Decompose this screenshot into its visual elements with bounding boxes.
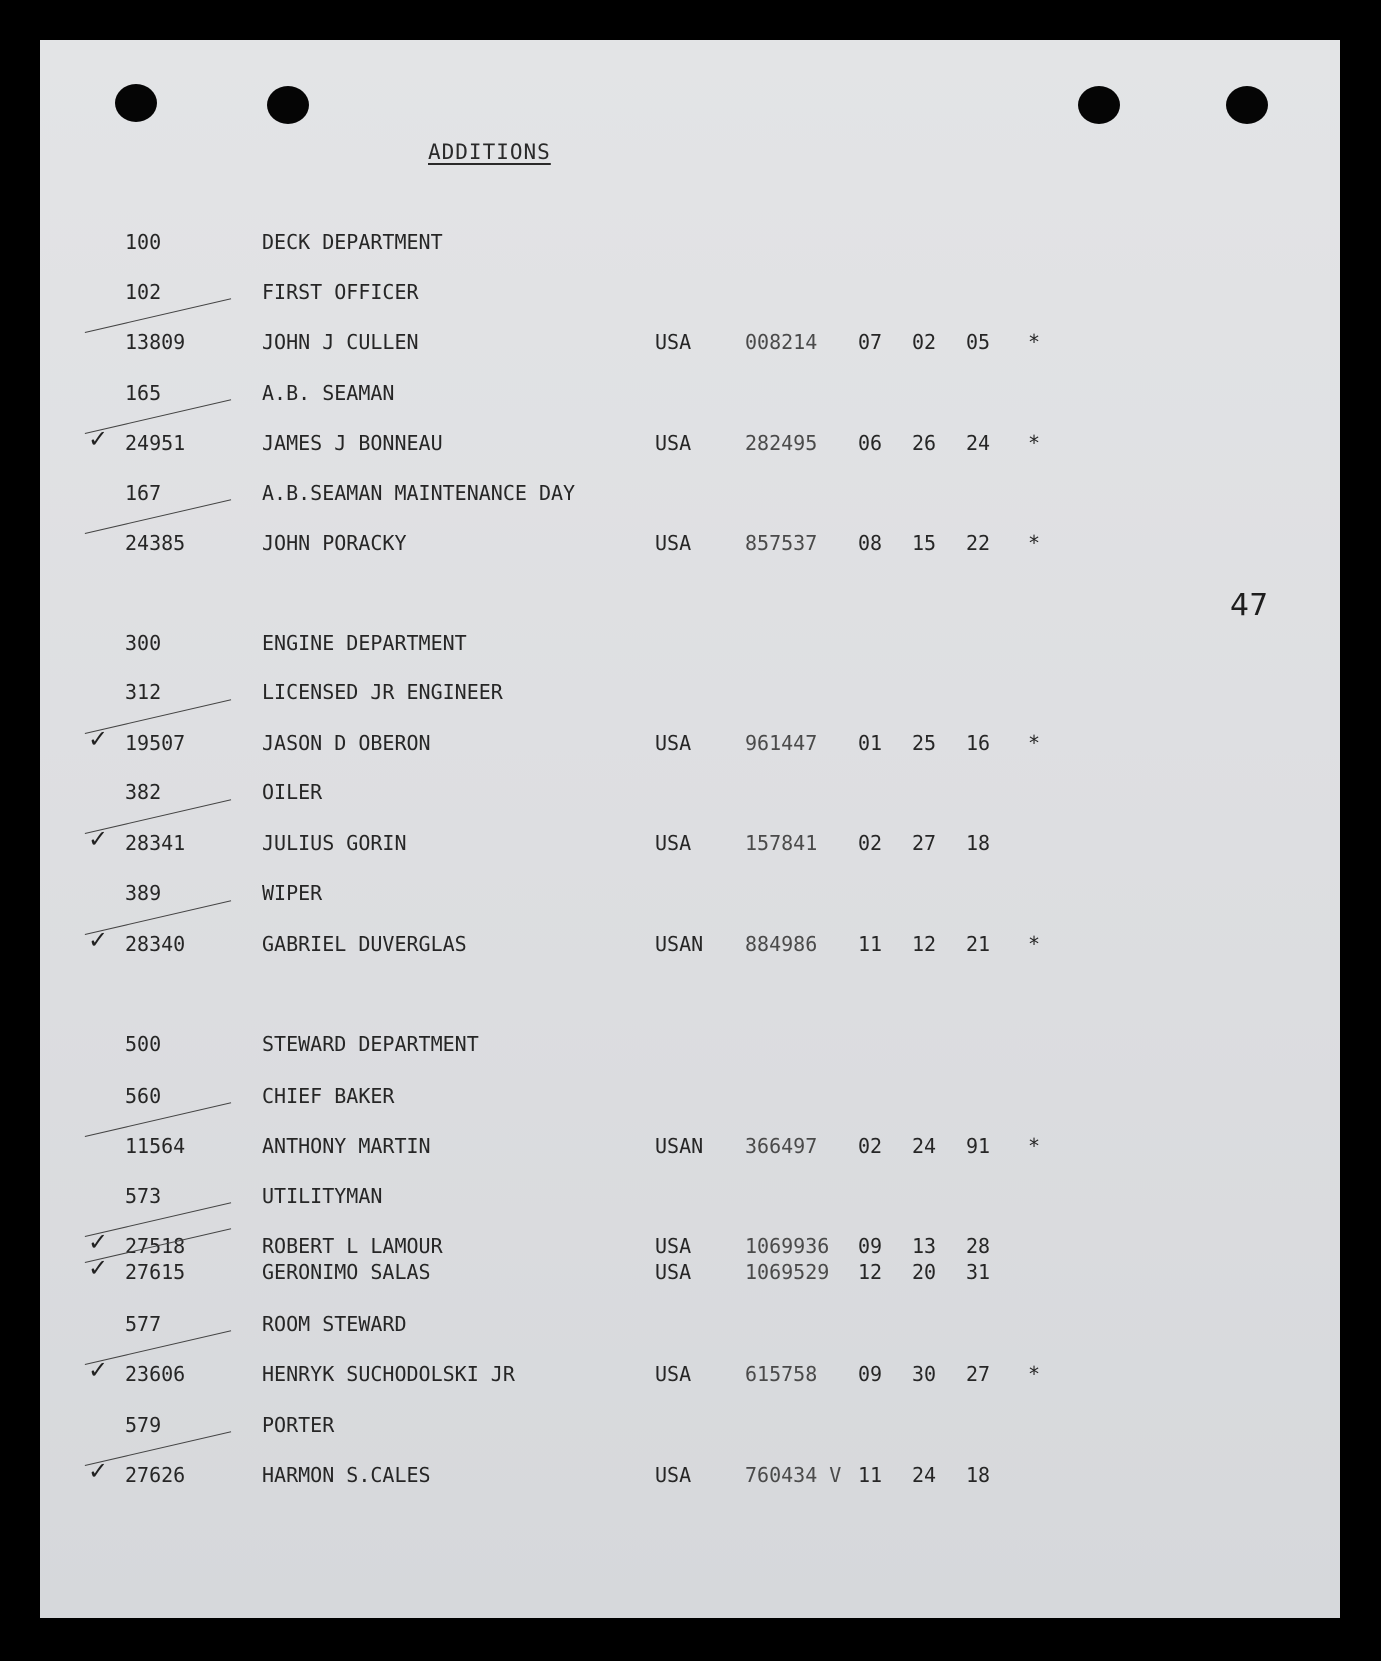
code: 573 (125, 1184, 162, 1208)
name: ENGINE DEPARTMENT (262, 631, 467, 655)
year: 22 (966, 531, 991, 555)
check-mark-icon: ✓ (88, 725, 109, 753)
nationality: USA (655, 1463, 692, 1487)
name: HENRYK SUCHODOLSKI JR (262, 1362, 515, 1386)
nationality: USA (655, 330, 692, 354)
name: CHIEF BAKER (262, 1084, 395, 1108)
code: 102 (125, 280, 162, 304)
month: 12 (858, 1260, 883, 1284)
month: 02 (858, 1134, 883, 1158)
asterisk-mark: * (1028, 1134, 1041, 1158)
document-number: 366497 (745, 1134, 818, 1158)
name: A.B.SEAMAN MAINTENANCE DAY (262, 481, 576, 505)
day: 30 (912, 1362, 937, 1386)
page-number: 47 (1230, 588, 1269, 623)
check-mark-icon: ✓ (88, 1254, 109, 1282)
nationality: USA (655, 731, 692, 755)
month: 08 (858, 531, 883, 555)
code: 560 (125, 1084, 162, 1108)
code: 167 (125, 481, 162, 505)
asterisk-mark: * (1028, 431, 1041, 455)
document-number: 157841 (745, 831, 818, 855)
name: UTILITYMAN (262, 1184, 383, 1208)
name: DECK DEPARTMENT (262, 230, 443, 254)
name: A.B. SEAMAN (262, 381, 395, 405)
day: 13 (912, 1234, 937, 1258)
code: 300 (125, 631, 162, 655)
code: 28341 (125, 831, 186, 855)
nationality: USA (655, 1362, 692, 1386)
code: 27518 (125, 1234, 186, 1258)
document-number: 760434 V (745, 1463, 842, 1487)
year: 18 (966, 1463, 991, 1487)
code: 24951 (125, 431, 186, 455)
punch-hole (115, 84, 157, 122)
name: ROOM STEWARD (262, 1312, 407, 1336)
year: 24 (966, 431, 991, 455)
year: 16 (966, 731, 991, 755)
day: 15 (912, 531, 937, 555)
month: 09 (858, 1362, 883, 1386)
month: 07 (858, 330, 883, 354)
check-mark-icon: ✓ (88, 1228, 109, 1256)
day: 27 (912, 831, 937, 855)
nationality: USA (655, 531, 692, 555)
month: 02 (858, 831, 883, 855)
name: WIPER (262, 881, 323, 905)
nationality: USAN (655, 1134, 704, 1158)
code: 579 (125, 1413, 162, 1437)
document-title: ADDITIONS (428, 140, 551, 164)
document-number: 857537 (745, 531, 818, 555)
year: 31 (966, 1260, 991, 1284)
name: PORTER (262, 1413, 335, 1437)
code: 13809 (125, 330, 186, 354)
code: 312 (125, 680, 162, 704)
month: 06 (858, 431, 883, 455)
day: 26 (912, 431, 937, 455)
asterisk-mark: * (1028, 531, 1041, 555)
code: 382 (125, 780, 162, 804)
document-page (40, 40, 1340, 1618)
name: GERONIMO SALAS (262, 1260, 431, 1284)
code: 27615 (125, 1260, 186, 1284)
year: 18 (966, 831, 991, 855)
code: 28340 (125, 932, 186, 956)
day: 24 (912, 1463, 937, 1487)
document-number: 008214 (745, 330, 818, 354)
name: FIRST OFFICER (262, 280, 419, 304)
year: 27 (966, 1362, 991, 1386)
name: JASON D OBERON (262, 731, 431, 755)
document-number: 1069529 (745, 1260, 830, 1284)
code: 100 (125, 230, 162, 254)
punch-hole (267, 86, 309, 124)
year: 21 (966, 932, 991, 956)
check-mark-icon: ✓ (88, 926, 109, 954)
check-mark-icon: ✓ (88, 825, 109, 853)
code: 19507 (125, 731, 186, 755)
name: OILER (262, 780, 323, 804)
nationality: USAN (655, 932, 704, 956)
year: 05 (966, 330, 991, 354)
check-mark-icon: ✓ (88, 425, 109, 453)
document-number: 884986 (745, 932, 818, 956)
code: 165 (125, 381, 162, 405)
nationality: USA (655, 1234, 692, 1258)
asterisk-mark: * (1028, 932, 1041, 956)
day: 20 (912, 1260, 937, 1284)
document-number: 282495 (745, 431, 818, 455)
document-number: 961447 (745, 731, 818, 755)
code: 27626 (125, 1463, 186, 1487)
name: ROBERT L LAMOUR (262, 1234, 443, 1258)
name: ANTHONY MARTIN (262, 1134, 431, 1158)
code: 11564 (125, 1134, 186, 1158)
name: JOHN PORACKY (262, 531, 407, 555)
document-number: 615758 (745, 1362, 818, 1386)
name: STEWARD DEPARTMENT (262, 1032, 479, 1056)
day: 02 (912, 330, 937, 354)
month: 09 (858, 1234, 883, 1258)
code: 577 (125, 1312, 162, 1336)
nationality: USA (655, 1260, 692, 1284)
code: 24385 (125, 531, 186, 555)
asterisk-mark: * (1028, 1362, 1041, 1386)
name: JULIUS GORIN (262, 831, 407, 855)
name: LICENSED JR ENGINEER (262, 680, 503, 704)
code: 23606 (125, 1362, 186, 1386)
document-number: 1069936 (745, 1234, 830, 1258)
year: 28 (966, 1234, 991, 1258)
month: 01 (858, 731, 883, 755)
name: JOHN J CULLEN (262, 330, 419, 354)
nationality: USA (655, 431, 692, 455)
day: 25 (912, 731, 937, 755)
day: 12 (912, 932, 937, 956)
month: 11 (858, 1463, 883, 1487)
code: 500 (125, 1032, 162, 1056)
punch-hole (1078, 86, 1120, 124)
day: 24 (912, 1134, 937, 1158)
asterisk-mark: * (1028, 330, 1041, 354)
code: 389 (125, 881, 162, 905)
check-mark-icon: ✓ (88, 1356, 109, 1384)
month: 11 (858, 932, 883, 956)
name: JAMES J BONNEAU (262, 431, 443, 455)
name: HARMON S.CALES (262, 1463, 431, 1487)
check-mark-icon: ✓ (88, 1457, 109, 1485)
nationality: USA (655, 831, 692, 855)
punch-hole (1226, 86, 1268, 124)
name: GABRIEL DUVERGLAS (262, 932, 467, 956)
year: 91 (966, 1134, 991, 1158)
asterisk-mark: * (1028, 731, 1041, 755)
